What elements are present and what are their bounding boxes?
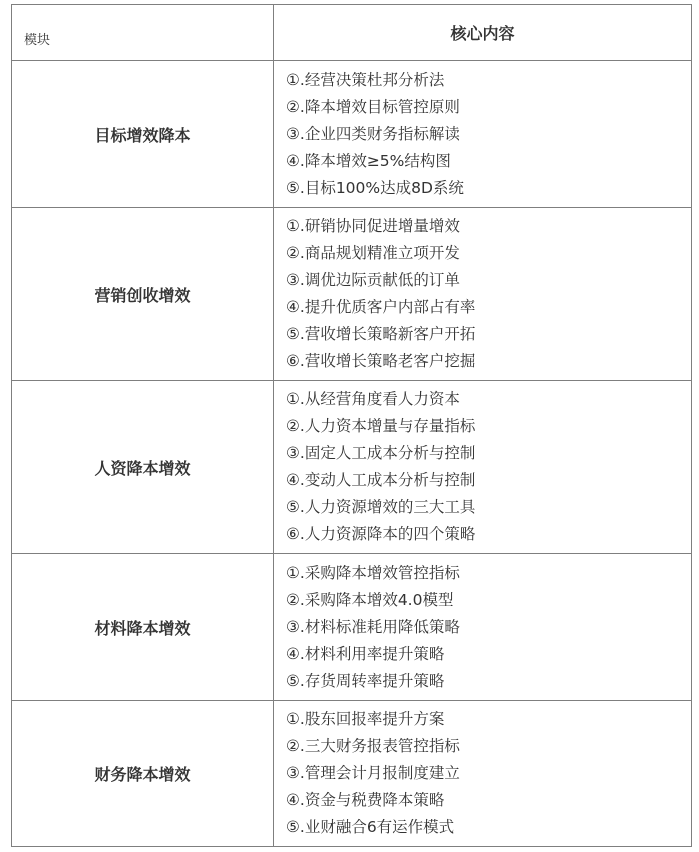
- content-item: ②.三大财务报表管控指标: [286, 737, 460, 755]
- content-item: ⑤.业财融合6有运作模式: [286, 818, 455, 836]
- content-item: ②.降本增效目标管控原则: [286, 97, 460, 116]
- content-item: ④.材料利用率提升策略: [286, 644, 445, 663]
- module-cell: 营销创收增效: [12, 208, 274, 381]
- content-cell: [274, 554, 692, 701]
- content-item: ①.采购降本增效管控指标: [286, 563, 460, 582]
- content-item: ⑥.营收增长策略老客户挖掘: [286, 352, 476, 370]
- content-cell: [274, 61, 692, 208]
- table-row: [12, 381, 692, 554]
- content-item: ①.从经营角度看人力资本: [286, 390, 460, 408]
- content-item: ④.资金与税费降本策略: [286, 791, 445, 809]
- table-row: [12, 208, 692, 381]
- content-item: ④.降本增效≥5%结构图: [286, 151, 451, 170]
- content-cell: [274, 208, 692, 381]
- content-item: ③.企业四类财务指标解读: [286, 124, 460, 143]
- content-cell: [274, 381, 692, 554]
- content-item: ②.人力资本增量与存量指标: [286, 417, 476, 435]
- content-table: [11, 4, 692, 847]
- table-row: [12, 701, 692, 847]
- content-item: ④.变动人工成本分析与控制: [286, 471, 476, 489]
- table-row: [12, 61, 692, 208]
- header-content-cell: 核心内容: [274, 5, 692, 61]
- module-cell: 财务降本增效: [12, 701, 274, 847]
- header-module-cell: 模块: [12, 5, 274, 61]
- content-item: ⑤.存货周转率提升策略: [286, 671, 445, 690]
- content-item: ②.商品规划精准立项开发: [286, 244, 460, 262]
- module-cell: 材料降本增效: [12, 554, 274, 701]
- table-row: [12, 554, 692, 701]
- content-item: ①.股东回报率提升方案: [286, 710, 445, 728]
- content-item: ⑤.营收增长策略新客户开拓: [286, 325, 476, 343]
- content-item: ⑥.人力资源降本的四个策略: [286, 525, 476, 543]
- content-item: ②.采购降本增效4.0模型: [286, 590, 454, 609]
- table-header-row: [12, 5, 692, 61]
- content-item: ①.研销协同促进增量增效: [286, 217, 460, 235]
- content-item: ③.调优边际贡献低的订单: [286, 271, 460, 289]
- content-item: ①.经营决策杜邦分析法: [286, 70, 445, 89]
- content-cell: [274, 701, 692, 847]
- content-item: ⑤.人力资源增效的三大工具: [286, 498, 476, 516]
- content-item: ⑤.目标100%达成8D系统: [286, 178, 464, 197]
- content-item: ③.固定人工成本分析与控制: [286, 444, 476, 462]
- content-item: ③.材料标准耗用降低策略: [286, 617, 460, 636]
- content-item: ③.管理会计月报制度建立: [286, 764, 460, 782]
- module-cell: 目标增效降本: [12, 61, 274, 208]
- content-item: ④.提升优质客户内部占有率: [286, 298, 476, 316]
- module-cell: 人资降本增效: [12, 381, 274, 554]
